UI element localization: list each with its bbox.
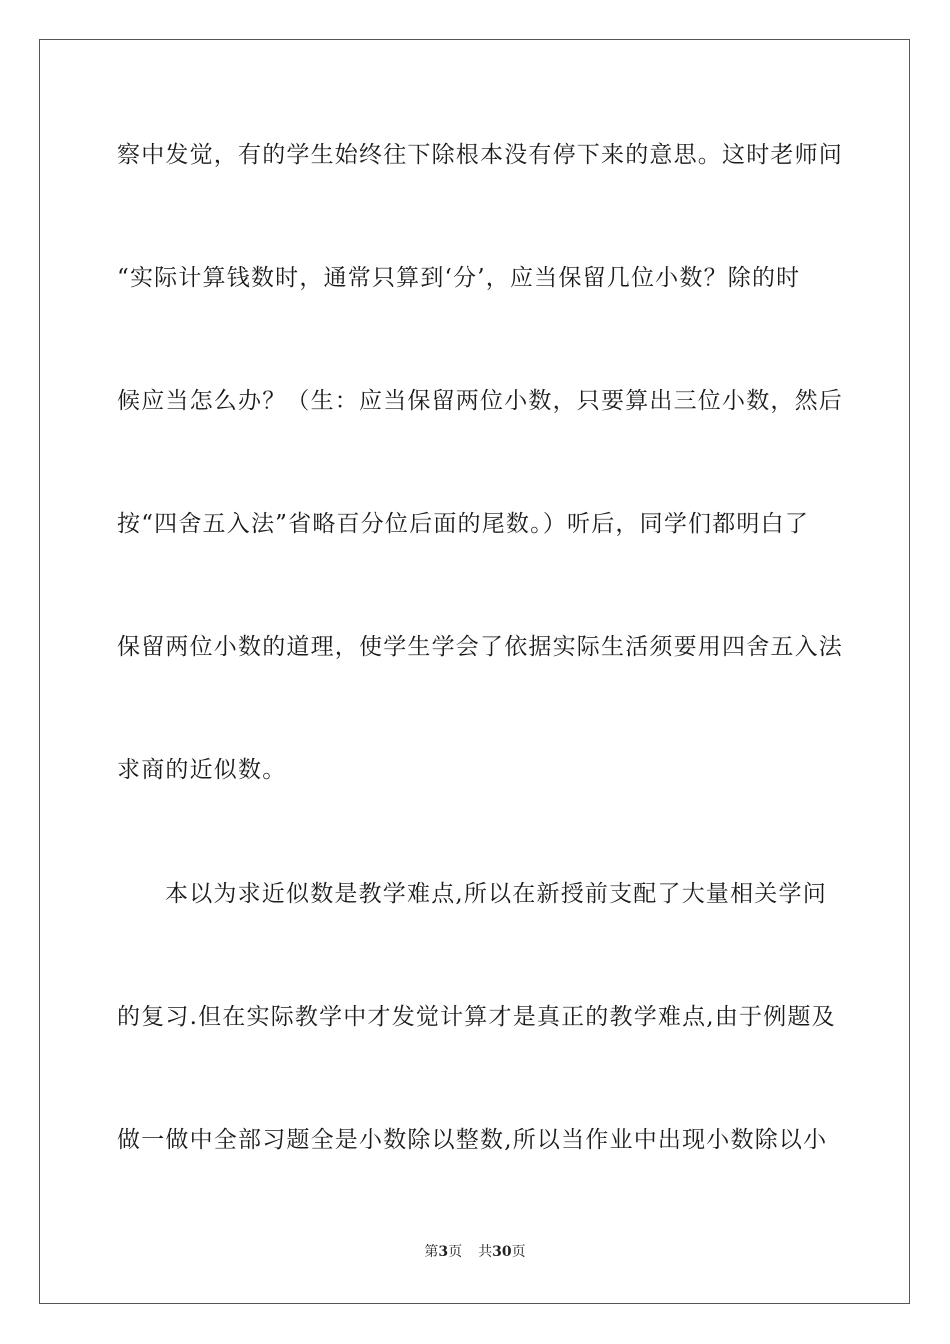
body-line-8: 的复习.但在实际教学中才发觉计算才是真正的教学难点,由于例题及 xyxy=(117,1004,836,1030)
total-prefix: 共 xyxy=(478,1244,493,1260)
body-line-2: “实际计算钱数时，通常只算到‘分’，应当保留几位小数？除的时 xyxy=(117,265,801,291)
body-line-4: 按“四舍五入法”省略百分位后面的尾数。）听后，同学们都明白了 xyxy=(117,511,810,537)
body-line-6: 求商的近似数。 xyxy=(117,757,287,783)
body-line-7: 本以为求近似数是教学难点,所以在新授前支配了大量相关学问 xyxy=(165,881,827,907)
page-border xyxy=(39,39,910,1304)
body-line-1: 察中发觉，有的学生始终往下除根本没有停下来的意思。这时老师问 xyxy=(117,142,843,168)
body-line-3: 候应当怎么办？（生：应当保留两位小数，只要算出三位小数，然后 xyxy=(117,388,843,414)
page-suffix: 页 xyxy=(448,1244,463,1260)
total-suffix: 页 xyxy=(511,1244,526,1260)
page-number: 3 xyxy=(438,1244,449,1260)
total-pages: 30 xyxy=(492,1244,512,1260)
body-line-9: 做一做中全部习题全是小数除以整数,所以当作业中出现小数除以小 xyxy=(117,1127,828,1153)
body-line-5: 保留两位小数的道理，使学生学会了依据实际生活须要用四舍五入法 xyxy=(117,634,843,660)
page-prefix: 第 xyxy=(424,1244,439,1260)
page-footer xyxy=(0,1243,950,1261)
